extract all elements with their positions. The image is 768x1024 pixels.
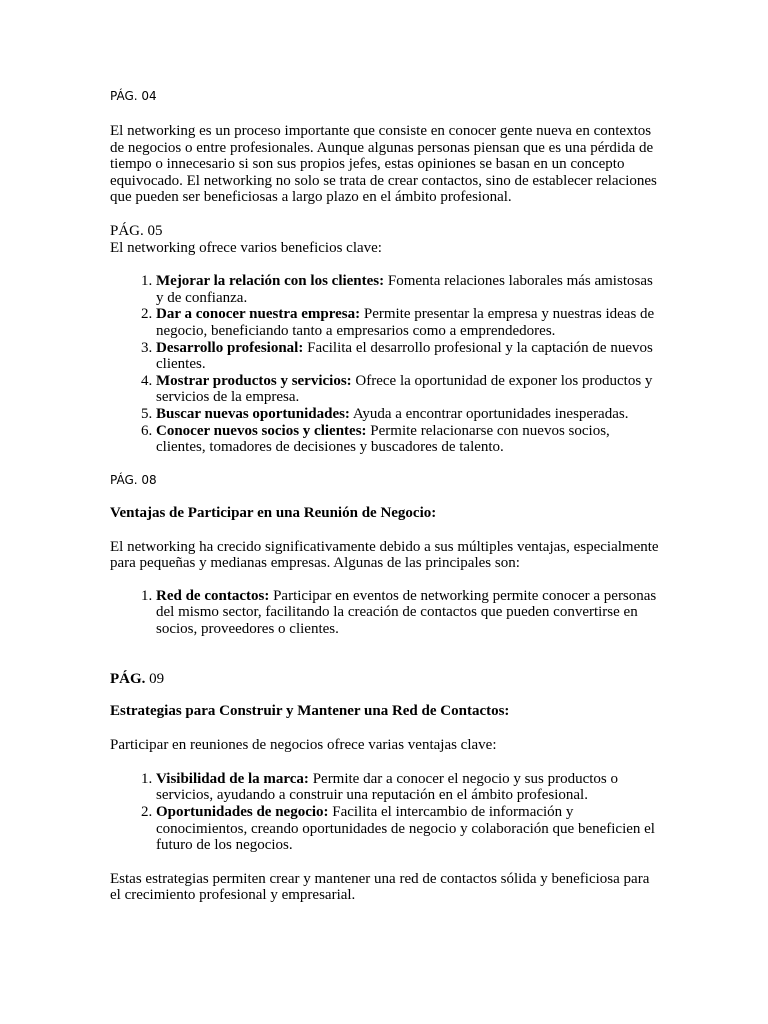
list-item-text: Fomenta relaciones laborales más amistosas y de confianza. <box>156 273 653 306</box>
list-item-title: Dar a conocer nuestra empresa: <box>156 306 361 323</box>
list-item <box>156 423 662 456</box>
estrategias-list <box>110 771 662 854</box>
benefits-intro: El networking ofrece varios beneficios clave: <box>110 239 382 256</box>
list-item-title: Oportunidades de negocio: <box>156 804 329 821</box>
list-item <box>156 306 662 339</box>
page-label-08: PÁG. 08 <box>110 472 157 487</box>
page-label-04: PÁG. 04 <box>110 89 157 103</box>
list-item-text: Permite relacionarse con nuevos socios, clientes, tomadores de decisiones y buscadores de talento. <box>156 422 610 456</box>
list-item-text: Participar en eventos de networking permite conocer a personas del mismo sector, facilitando la creación de contactos que pueden convertirse en socios, proveedores o clientes. <box>156 587 657 638</box>
list-item <box>156 771 662 804</box>
list-item-text: Permite presentar la empresa y nuestras ideas de negocio, beneficiando tanto a empresarios como a emprendedores. <box>156 306 655 339</box>
section-heading-ventajas: Ventajas de Participar en una Reunión de Negocio: <box>110 504 437 521</box>
list-item-title: Red de contactos: <box>156 587 270 604</box>
list-item-title: Visibilidad de la marca: <box>156 770 309 787</box>
list-item <box>156 373 662 406</box>
list-item <box>156 340 662 373</box>
list-item <box>156 588 662 638</box>
list-item-title: Mejorar la relación con los clientes: <box>156 273 385 290</box>
closing-paragraph: Estas estrategias permiten crear y mantener una red de contactos sólida y beneficiosa para el crecimiento profesional y empresarial. <box>110 870 650 904</box>
page-label-09-prefix: PÁG. <box>110 670 146 687</box>
list-item-text: Facilita el intercambio de información y conocimientos, creando oportunidades de negocio y colaboración que beneficien el futuro de los negocios. <box>156 804 655 854</box>
ventajas-intro: El networking ha crecido significativamente debido a sus múltiples ventajas, especialmente para pequeñas y medianas empresas. Algunas de las principales son: <box>110 538 659 572</box>
list-item <box>156 273 662 306</box>
list-item-text: Ofrece la oportunidad de exponer los productos y servicios de la empresa. <box>156 372 653 406</box>
list-item-text: Permite dar a conocer el negocio y sus productos o servicios, ayudando a construir una reputación en el ámbito profesional. <box>156 770 619 804</box>
page-label-09-number: 09 <box>145 670 165 687</box>
list-item-title: Mostrar productos y servicios: <box>156 372 352 389</box>
page-label-05: PÁG. 05 <box>110 222 163 239</box>
list-item-title: Desarrollo profesional: <box>156 339 304 356</box>
document-body <box>110 85 662 904</box>
estrategias-intro: Participar en reuniones de negocios ofrece varias ventajas clave: <box>110 737 497 754</box>
benefits-list <box>110 273 662 456</box>
page-label-09 <box>110 671 662 688</box>
list-item-title: Buscar nuevas oportunidades: <box>156 405 350 422</box>
ventajas-list <box>110 588 662 638</box>
list-item <box>156 406 662 423</box>
list-item-title: Conocer nuevos socios y clientes: <box>156 422 367 439</box>
list-item <box>156 804 662 854</box>
list-item-text: Ayuda a encontrar oportunidades inesperadas. <box>349 405 629 422</box>
section-heading-estrategias: Estrategias para Construir y Mantener una Red de Contactos: <box>110 703 510 720</box>
list-item-text: Facilita el desarrollo profesional y la captación de nuevos clientes. <box>156 339 653 373</box>
paragraph-networking-definition: El networking es un proceso importante que consiste en conocer gente nueva en contextos de negocios o entre profesionales. Aunque algunas personas piensan que es una pérdida de tiempo o innecesario si son sus propios jefes, estas opiniones se basan en un concepto equivocado. El networking no solo se trata de crear contactos, sino de establecer relaciones que pueden ser beneficiosas a largo plazo en el ámbito profesional. <box>110 123 657 206</box>
